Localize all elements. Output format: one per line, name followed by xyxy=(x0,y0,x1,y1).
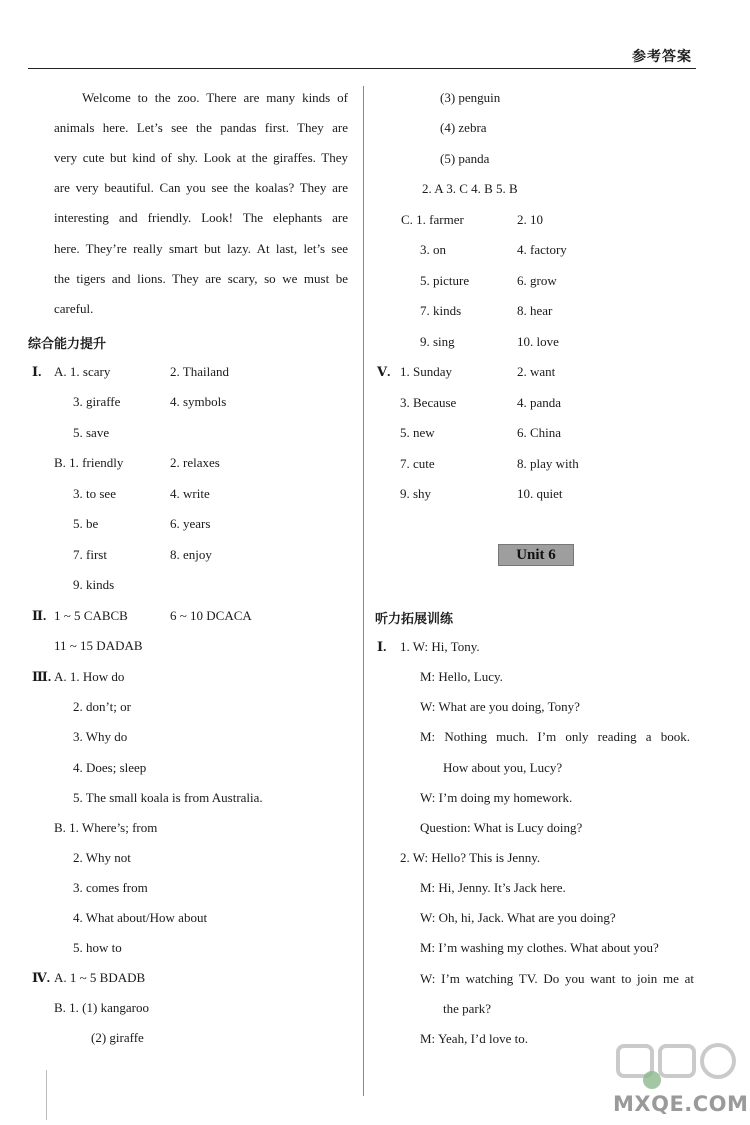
roman-numeral-4: Ⅳ. xyxy=(32,970,51,985)
unit-badge: Unit 6 xyxy=(498,544,574,566)
answer-item: 8. enjoy xyxy=(170,547,212,562)
answer-item: 2. don’t; or xyxy=(73,699,131,714)
answer-item: 4. symbols xyxy=(170,394,227,409)
answer-item: 4. Does; sleep xyxy=(73,760,147,775)
answer-item: 5. how to xyxy=(73,940,122,955)
answer-item: 6. years xyxy=(170,516,211,531)
answer-item: 3. giraffe xyxy=(73,394,121,409)
dialog-line: 1. W: Hi, Tony. xyxy=(400,639,480,654)
answer-item: 4. write xyxy=(170,486,210,501)
answer-item: 3. on xyxy=(420,242,446,257)
dialog-line: W: What are you doing, Tony? xyxy=(420,699,580,714)
passage-line: are very beautiful. Can you see the koalas? They are xyxy=(54,180,348,195)
answer-item: 7. kinds xyxy=(420,303,462,318)
roman-numeral-1: Ⅰ. xyxy=(32,364,42,379)
roman-numeral-1-listening: Ⅰ. xyxy=(377,639,387,654)
dialog-line: M: Hello, Lucy. xyxy=(420,669,503,684)
answer-item: (4) zebra xyxy=(440,120,487,135)
dialog-line: W: Oh, hi, Jack. What are you doing? xyxy=(420,910,616,925)
passage-line: Welcome to the zoo. There are many kinds of xyxy=(82,90,348,105)
passage-line: animals here. Let’s see the pandas first. They are xyxy=(54,120,348,135)
answer-item: B. 1. Where’s; from xyxy=(54,820,158,835)
passage-line: interesting and friendly. Look! The elephants are xyxy=(54,210,348,225)
answer-item: 1 ~ 5 CABCB xyxy=(54,608,128,623)
header-divider xyxy=(28,68,696,69)
answer-item: A. 1. scary xyxy=(54,364,111,379)
column-divider xyxy=(363,86,364,1096)
answer-item: 6. grow xyxy=(517,273,557,288)
dialog-line: Question: What is Lucy doing? xyxy=(420,820,583,835)
margin-line xyxy=(46,1070,47,1120)
answer-item: 4. What about/How about xyxy=(73,910,208,925)
answer-item: 5. The small koala is from Australia. xyxy=(73,790,263,805)
answer-item: 1. Sunday xyxy=(400,364,452,379)
page-header-title: 参考答案 xyxy=(632,49,692,65)
answer-item: (3) penguin xyxy=(440,90,501,105)
answer-item: (2) giraffe xyxy=(91,1030,144,1045)
answer-item: 2. Thailand xyxy=(170,364,229,379)
passage-line: very cute but kind of shy. Look at the giraffes. They xyxy=(54,150,348,165)
dialog-line: the park? xyxy=(443,1001,492,1016)
answer-item: 3. to see xyxy=(73,486,116,501)
answer-item: 5. new xyxy=(400,425,435,440)
answer-item: B. 1. friendly xyxy=(54,455,124,470)
roman-numeral-5: Ⅴ. xyxy=(377,364,391,379)
answer-item: 8. hear xyxy=(517,303,553,318)
dialog-line: M: Nothing much. I’m only reading a book. xyxy=(420,729,690,744)
answer-item: 3. comes from xyxy=(73,880,148,895)
answer-item: 7. cute xyxy=(400,456,435,471)
dialog-line: W: I’m watching TV. Do you want to join me at xyxy=(420,971,694,986)
answer-item: 10. love xyxy=(517,334,559,349)
section-heading-tingli: 听力拓展训练 xyxy=(375,612,454,627)
answer-item: 4. panda xyxy=(517,395,562,410)
answer-item: 8. play with xyxy=(517,456,579,471)
answer-item: 6 ~ 10 DCACA xyxy=(170,608,252,623)
answer-item: 10. quiet xyxy=(517,486,563,501)
dialog-line: 2. W: Hello? This is Jenny. xyxy=(400,850,541,865)
watermark-text: MXQE.COM xyxy=(613,1092,749,1116)
answer-item: 5. save xyxy=(73,425,110,440)
answer-item: A. 1 ~ 5 BDADB xyxy=(54,970,146,985)
answer-item: (5) panda xyxy=(440,151,490,166)
answer-item: B. 1. (1) kangaroo xyxy=(54,1000,149,1015)
section-heading-zonghe: 综合能力提升 xyxy=(28,337,107,352)
answer-item: 2. want xyxy=(517,364,556,379)
answer-item: 4. factory xyxy=(517,242,567,257)
answer-item: 9. shy xyxy=(400,486,432,501)
answer-item: 3. Why do xyxy=(73,729,128,744)
answer-item: 2. relaxes xyxy=(170,455,220,470)
roman-numeral-2: Ⅱ. xyxy=(32,608,47,623)
answer-item: 2. 10 xyxy=(517,212,543,227)
dialog-line: M: Yeah, I’d love to. xyxy=(420,1031,528,1046)
passage-line: the tigers and lions. They are scary, so we must be xyxy=(54,271,348,286)
answer-item: 2. A 3. C 4. B 5. B xyxy=(422,181,518,196)
dialog-line: M: I’m washing my clothes. What about you? xyxy=(420,940,659,955)
answer-item: 6. China xyxy=(517,425,562,440)
dialog-line: W: I’m doing my homework. xyxy=(420,790,573,805)
answer-item: 7. first xyxy=(73,547,107,562)
passage-line: here. They’re really smart but lazy. At last, let’s see xyxy=(54,241,348,256)
dialog-line: How about you, Lucy? xyxy=(443,760,563,775)
answer-item: 11 ~ 15 DADAB xyxy=(54,638,143,653)
answer-item: 3. Because xyxy=(400,395,457,410)
dialog-line: M: Hi, Jenny. It’s Jack here. xyxy=(420,880,566,895)
answer-item: 9. kinds xyxy=(73,577,115,592)
answer-item: 9. sing xyxy=(420,334,455,349)
roman-numeral-3: Ⅲ. xyxy=(32,669,52,684)
answer-item: 5. be xyxy=(73,516,99,531)
answer-item: C. 1. farmer xyxy=(401,212,464,227)
answer-item: A. 1. How do xyxy=(54,669,125,684)
answer-item: 2. Why not xyxy=(73,850,131,865)
passage-line: careful. xyxy=(54,301,94,316)
answer-item: 5. picture xyxy=(420,273,470,288)
